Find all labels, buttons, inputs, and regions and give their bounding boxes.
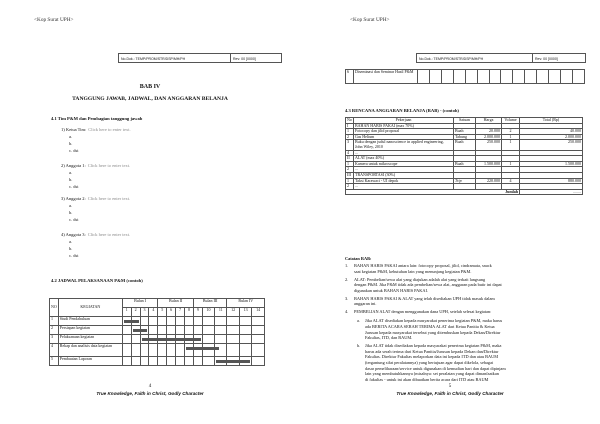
team-member-label: 1) Ketua Tim: [61,127,87,132]
member-name-field[interactable]: Click here to enter text. [87,163,131,168]
subnote-line: di fakultas - untuk ini akan dibuatkan berita acara dari ITD atau BAUM [365,376,489,382]
doc-number: No.Dok.: TEMP/PROM/STR/DSP/MH/PH [417,54,533,62]
budget-cell-no: 1 [346,129,354,135]
schedule-table-continued [345,69,585,84]
member-name-field[interactable]: Click here to enter text. [87,232,131,237]
budget-cell-satuan: Buah [454,129,476,135]
subnote-line: (tergantung sifat peralatannya) yang bertujuan agar dapat dikelola, sebagai [365,360,494,365]
budget-cell-no: II [346,156,354,162]
budget-cell-volume: 4 [502,178,520,184]
week-header: 4 [149,308,158,317]
schedule-activity: Pembuatan Laporan [58,357,122,366]
schedule-row [50,344,265,357]
team-sub-item: a. [69,239,73,244]
budget-cell-no: I [346,123,354,129]
doc-info-box [416,53,586,63]
month-header: Bulan IV [227,299,265,308]
subnote-line: Jika ALAT disediakan kepada masyarakat penerima kegiatan P&M, maka harus [365,318,503,324]
chapter-title: TANGGUNG JAWAB, JADWAL, DAN ANGGARAN BELANJA [72,96,228,102]
budget-cell-harga: 220.000 [476,178,502,184]
note-line: BAHAN HABIS PAKAI & ALAT yang telah disediakan UPH tidak masuk dalam [354,295,495,301]
note-number: 3. [345,295,349,301]
chapter-number: BAB IV [139,84,161,90]
budget-cell-pekerjaan: Kamera untuk mikroscope [354,161,454,167]
section-4-2-heading: 4.2 JADWAL PELAKSANAAN P&M (contoh) [51,278,143,283]
team-sub-item: a. [69,134,73,139]
week-header: 3 [140,308,149,317]
col-kegiatan-header: KEGIATAN [58,299,122,317]
budget-row [346,140,583,150]
kop-surat-header: <Kop Surat UPH> [34,17,74,23]
note-line: ALAT: Pembelian/sewa alat yang diajukan adalah alat yang terkait langsung [354,276,486,282]
budget-cell-pekerjaan: Buku dengan judul nanoscience in applied engineering, John Wiley, 2010 [354,140,454,150]
subnote-number: b. [357,343,361,349]
budget-cell-pekerjaan: Gas Helium [354,134,454,140]
note-number: 2. [345,276,349,282]
budget-cell-pekerjaan: ALAT (max 40%) [354,156,454,162]
subnote-line: lain yang membutuhkannya (misalnya: set peralatan yang dapat dimanfaatkan [365,371,499,377]
week-header: 11 [215,308,227,317]
schedule-activity: Persiapan kegiatan [58,326,122,335]
note-line: saat kegiatan P&M, kebutuhan lain yang menunjang kegiatan P&M. [354,268,472,274]
budget-cell-no: 3 [346,140,354,150]
budget-col-header: Satuan [454,118,476,124]
cont-row-no: 6 [346,70,354,84]
budget-cell-satuan: Trip [454,178,476,184]
subnote-line: harus ada serah terima dari Ketua Panitia/Jurusan kepada Dekan dan/Direktur [365,348,499,354]
budget-col-header: Pekerjaan [354,118,454,124]
schedule-no: 2 [50,326,59,335]
section-4-1-heading: 4.1 Tim P&M dan Pembagian tanggung jawab [51,116,143,121]
budget-cell-satuan: Buah [454,161,476,167]
team-sub-item: c. dst [69,147,79,153]
budget-cell-pekerjaan: TRANSPORTASI (30%) [354,172,454,178]
month-header: Bulan III [193,299,227,308]
team-sub-item: a. [69,203,73,208]
note-number: 1. [345,263,349,268]
week-header: 1 [122,308,131,317]
team-member-label: 4) Anggota 3: [61,232,86,237]
page-right [300,0,600,424]
month-header: Bulan II [158,299,194,308]
week-header: 12 [227,308,239,317]
schedule-no: 4 [50,344,59,357]
budget-cell-volume: 1 [502,161,520,167]
team-sub-item: c. dst [69,183,79,189]
schedule-no: 3 [50,335,59,344]
doc-revision: Rev: 00 [0000] [233,56,256,61]
week-header: 9 [193,308,202,317]
budget-cell-no: 2 [346,184,354,190]
footer-motto: True Knowledge, Faith in Christ, Godly Character [396,391,504,396]
gantt-bar [216,360,250,363]
gantt-bar [186,347,219,350]
doc-revision: Rev: 00 [0000] [535,56,558,61]
budget-cell-pekerjaan: ... [354,184,454,190]
schedule-table [49,298,265,366]
week-header: 2 [131,308,140,317]
note-line: dengan P&M. Jika P&M tidak ada pembelian/sewa alat, anggaran pada butir ini dapat [354,282,502,288]
budget-col-header: No [347,117,352,122]
budget-total-label: Jumlah [346,189,520,195]
team-member-label: 3) Anggota 2: [61,196,86,201]
team-member-line [61,127,131,132]
budget-total-row [346,189,583,195]
gantt-bar [142,338,201,341]
team-sub-item: b. [69,245,73,251]
page-number: 5 [448,384,452,389]
schedule-no: 1 [50,317,59,326]
schedule-activity: Rekap dan analisis data kegiatan [58,344,122,357]
budget-col-header: Harga [476,118,502,124]
week-header: 13 [239,308,251,317]
week-header: 10 [202,308,214,317]
subnote-number: a. [357,318,360,324]
budget-cell-no: 4 [346,150,354,156]
budget-cell-no: 1 [346,178,354,184]
team-member-line [61,196,130,201]
budget-cell-harga: 2.000.000 [476,134,502,140]
subnote-line: Jika ALAT tidak disediakan kepada masyarakat penerima kegiatan P&M, maka [365,343,502,349]
budget-cell-volume: 1 [502,134,520,140]
subnote-line: Fakultas. Direktur Fakultas melaporkan data ini kepada ITD dan atau BAUM [365,354,499,360]
budget-cell-volume: 1 [502,140,520,150]
budget-cell-harga: 1.500.000 [476,161,502,167]
note-line: digunakan untuk BAHAN HABIS PAKAI. [354,287,428,293]
team-member-line [61,163,130,168]
budget-total-value: ........ [520,189,583,195]
schedule-activity: Studi Pendahuluan [58,317,122,326]
budget-notes-title: Catatan RAB: [345,256,372,261]
budget-cell-pekerjaan: Fotocopy dan jilid proposal [354,129,454,135]
doc-number: No.Dok.: TEMP/PROM/STR/DSP/MH/PH [119,54,231,62]
budget-table [345,117,583,195]
gantt-bar [124,320,139,323]
budget-cell-no: III [346,172,354,178]
col-no-header: NO [50,299,59,317]
team-sub-item: c. dst [69,252,79,258]
month-header: Bulan I [122,299,158,308]
team-member-line [61,232,130,237]
budget-col-header: Total (Rp) [520,118,583,124]
cont-row-kegiatan: Diseminasi dan Seminar Hasil P&M [354,70,418,84]
team-sub-item: c. dst [69,216,79,222]
subnote-line: Fakultas, ITD, dan BAUM. [365,335,413,341]
budget-cell-total: 880.000 [520,178,583,184]
subnote-line: dasar pemeliharaan/service untuk digunakan di kemudian hari dan dapat dipinjam [365,365,506,371]
doc-info-box [118,53,282,63]
subnote-line: ada BERITA ACARA SERAH TERIMA ALAT dari Ketua Panitia & Ketua [365,324,495,329]
week-header: 5 [158,308,167,317]
budget-cell-harga: 250.000 [476,140,502,150]
week-header: 6 [167,308,176,317]
schedule-activity: Pelaksanaan kegiatan [58,335,122,344]
budget-cell-no: 2 [346,167,354,173]
kop-surat-header: <Kop Surat UPH> [350,17,390,23]
budget-col-header: Volume [502,118,520,124]
schedule-no: 5 [50,357,59,366]
budget-cell-total: 2.000.000 [520,134,583,140]
budget-cell-total: 40.000 [520,129,583,135]
budget-cell-pekerjaan: ... [354,150,454,156]
team-member-label: 2) Anggota 1: [61,163,86,168]
week-header: 7 [176,308,185,317]
footer-motto: True Knowledge, Faith in Christ, Godly Character [96,391,204,396]
budget-cell-total: 250.000 [520,140,583,150]
budget-cell-pekerjaan: ... [354,167,454,173]
gantt-bar [133,329,148,332]
team-sub-item: b. [69,140,73,146]
section-4-3-heading: 4.3 RENCANA ANGGARAN BELANJA (RAB) - (contoh) [345,108,459,113]
budget-cell-total: 1.500.000 [520,161,583,167]
team-sub-item: b. [69,176,73,182]
member-name-field[interactable]: Click here to enter text. [87,196,131,201]
budget-cell-pekerjaan: Taksi Karawaci - UI depok [354,178,454,184]
budget-cell-no: 2 [346,134,354,140]
budget-cell-satuan: Tabung [454,134,476,140]
budget-cell-satuan: Buah [454,140,476,150]
page-number: 4 [148,384,152,389]
budget-cell-no: 1 [346,161,354,167]
team-sub-item: b. [69,209,73,215]
subnote-line: Jurusan kepada masyarakat tersebut yang ditembuskan kepada Dekan/Direktur [365,329,501,335]
member-name-field[interactable]: Click here to enter text. [88,127,131,132]
note-line: anggaran ini. [354,301,377,307]
schedule-row [50,357,265,366]
budget-cell-volume: 2 [502,129,520,135]
note-line: PEMBELIAN ALAT dengan menggunakan dana UPH, setelah selesai kegiatan: [354,309,492,315]
note-line: BAHAN HABIS PAKAI antara lain: fotocopy proposal, jilid, cindramata, snack [354,263,492,268]
note-number: 4. [345,309,349,315]
team-sub-item: a. [69,170,73,175]
week-header: 14 [252,308,265,317]
budget-cell-pekerjaan: BAHAN HABIS PAKAI (max 70%) [354,123,454,129]
week-header: 8 [185,308,194,317]
budget-cell-harga: 20.000 [476,129,502,135]
